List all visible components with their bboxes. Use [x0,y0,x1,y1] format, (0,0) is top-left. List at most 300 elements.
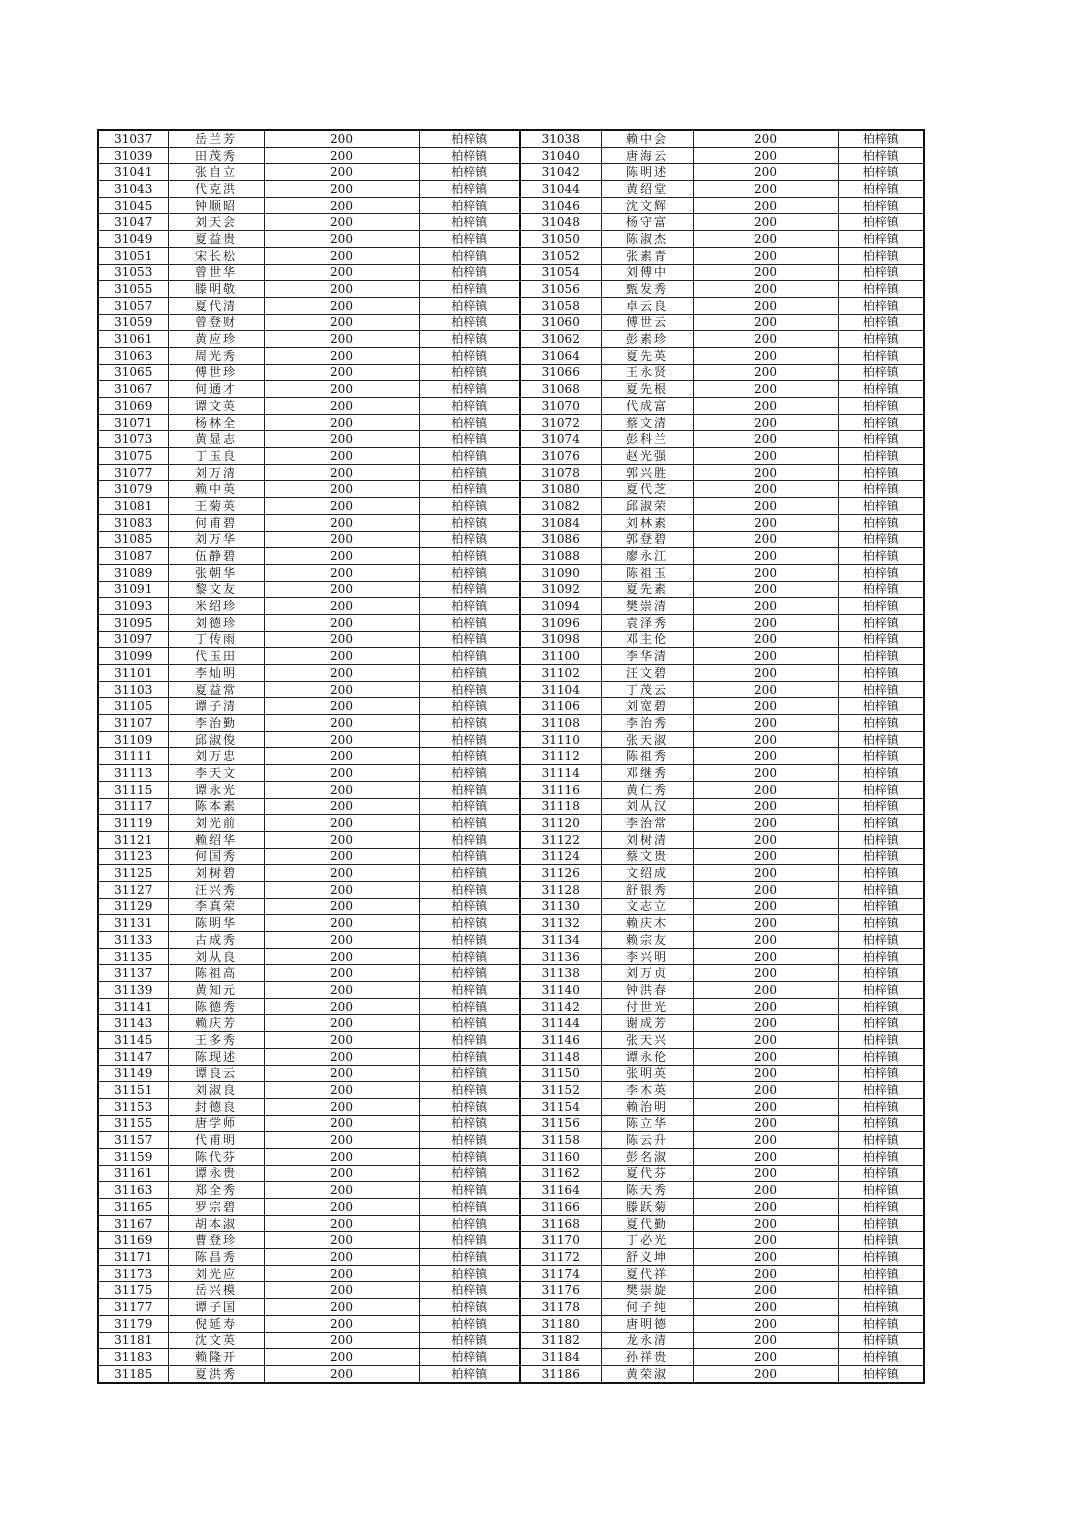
amount-cell: 200 [693,481,838,498]
amount-cell: 200 [264,1032,419,1049]
name-cell: 刘德珍 [168,614,264,631]
town-cell: 柏梓镇 [838,932,924,949]
town-cell: 柏梓镇 [838,1015,924,1032]
table-row [98,448,924,465]
record-id-cell: 31128 [520,881,601,898]
town-cell: 柏梓镇 [419,347,520,364]
record-id-cell: 31072 [520,414,601,431]
town-cell: 柏梓镇 [419,231,520,248]
name-cell: 滕跃菊 [601,1199,693,1216]
record-id-cell: 31116 [520,781,601,798]
record-id-cell: 31154 [520,1098,601,1115]
record-id-cell: 31127 [98,881,168,898]
name-cell: 李治秀 [601,715,693,732]
name-cell: 赖庆木 [601,915,693,932]
name-cell: 王多秀 [168,1032,264,1049]
name-cell: 黄显志 [168,431,264,448]
town-cell: 柏梓镇 [419,681,520,698]
town-cell: 柏梓镇 [419,498,520,515]
town-cell: 柏梓镇 [419,715,520,732]
record-id-cell: 31172 [520,1249,601,1266]
table-row [98,748,924,765]
town-cell: 柏梓镇 [419,1015,520,1032]
town-cell: 柏梓镇 [838,1282,924,1299]
amount-cell: 200 [264,1182,419,1199]
record-id-cell: 31110 [520,731,601,748]
table-row [98,1115,924,1132]
town-cell: 柏梓镇 [838,481,924,498]
amount-cell: 200 [693,781,838,798]
table-row [98,1132,924,1149]
amount-cell: 200 [693,1232,838,1249]
town-cell: 柏梓镇 [419,665,520,682]
name-cell: 夏代祥 [601,1265,693,1282]
amount-cell: 200 [264,197,419,214]
record-id-cell: 31182 [520,1332,601,1349]
amount-cell: 200 [693,665,838,682]
amount-cell: 200 [264,731,419,748]
amount-cell: 200 [693,1048,838,1065]
amount-cell: 200 [693,130,838,147]
name-cell: 李治常 [601,815,693,832]
record-id-cell: 31144 [520,1015,601,1032]
amount-cell: 200 [264,1048,419,1065]
record-id-cell: 31046 [520,197,601,214]
record-id-cell: 31037 [98,130,168,147]
amount-cell: 200 [693,1265,838,1282]
amount-cell: 200 [693,448,838,465]
name-cell: 陈昌秀 [168,1249,264,1266]
town-cell: 柏梓镇 [838,698,924,715]
name-cell: 谭良云 [168,1065,264,1082]
amount-cell: 200 [693,564,838,581]
town-cell: 柏梓镇 [838,531,924,548]
amount-cell: 200 [264,247,419,264]
town-cell: 柏梓镇 [838,431,924,448]
record-id-cell: 31078 [520,464,601,481]
amount-cell: 200 [693,865,838,882]
amount-cell: 200 [264,531,419,548]
name-cell: 张天淑 [601,731,693,748]
record-id-cell: 31117 [98,798,168,815]
table-row [98,1365,924,1382]
amount-cell: 200 [693,965,838,982]
table-row [98,1232,924,1249]
record-id-cell: 31090 [520,564,601,581]
town-cell: 柏梓镇 [838,1215,924,1232]
record-id-cell: 31040 [520,147,601,164]
record-id-cell: 31169 [98,1232,168,1249]
record-id-cell: 31053 [98,264,168,281]
name-cell: 陈祖秀 [601,748,693,765]
record-id-cell: 31115 [98,781,168,798]
record-id-cell: 31092 [520,581,601,598]
name-cell: 岳兴模 [168,1282,264,1299]
record-id-cell: 31139 [98,982,168,999]
table-row [98,1332,924,1349]
record-id-cell: 31067 [98,381,168,398]
name-cell: 夏代清 [168,297,264,314]
name-cell: 伍静碧 [168,548,264,565]
amount-cell: 200 [264,915,419,932]
town-cell: 柏梓镇 [419,214,520,231]
table-row [98,614,924,631]
town-cell: 柏梓镇 [419,548,520,565]
record-id-cell: 31079 [98,481,168,498]
amount-cell: 200 [693,498,838,515]
record-id-cell: 31088 [520,548,601,565]
record-id-cell: 31048 [520,214,601,231]
record-id-cell: 31142 [520,998,601,1015]
amount-cell: 200 [264,1282,419,1299]
name-cell: 李天文 [168,765,264,782]
name-cell: 舒义坤 [601,1249,693,1266]
record-id-cell: 31114 [520,765,601,782]
name-cell: 陈云升 [601,1132,693,1149]
record-id-cell: 31087 [98,548,168,565]
record-id-cell: 31167 [98,1215,168,1232]
record-id-cell: 31080 [520,481,601,498]
record-id-cell: 31084 [520,514,601,531]
amount-cell: 200 [264,364,419,381]
record-id-cell: 31058 [520,297,601,314]
town-cell: 柏梓镇 [419,464,520,481]
town-cell: 柏梓镇 [838,798,924,815]
table-row [98,197,924,214]
name-cell: 刘光应 [168,1265,264,1282]
record-id-cell: 31153 [98,1098,168,1115]
record-id-cell: 31156 [520,1115,601,1132]
amount-cell: 200 [693,798,838,815]
town-cell: 柏梓镇 [838,598,924,615]
table-row [98,932,924,949]
record-id-cell: 31057 [98,297,168,314]
town-cell: 柏梓镇 [419,1182,520,1199]
record-id-cell: 31138 [520,965,601,982]
amount-cell: 200 [264,1132,419,1149]
amount-cell: 200 [264,631,419,648]
town-cell: 柏梓镇 [838,297,924,314]
record-id-cell: 31120 [520,815,601,832]
town-cell: 柏梓镇 [419,998,520,1015]
table-row [98,798,924,815]
amount-cell: 200 [693,932,838,949]
amount-cell: 200 [693,331,838,348]
name-cell: 陈天秀 [601,1182,693,1199]
amount-cell: 200 [693,1315,838,1332]
amount-cell: 200 [693,715,838,732]
town-cell: 柏梓镇 [838,564,924,581]
town-cell: 柏梓镇 [838,1332,924,1349]
amount-cell: 200 [264,1199,419,1216]
record-id-cell: 31049 [98,231,168,248]
town-cell: 柏梓镇 [419,1315,520,1332]
name-cell: 岳兰芳 [168,130,264,147]
name-cell: 张素青 [601,247,693,264]
amount-cell: 200 [693,231,838,248]
amount-cell: 200 [693,998,838,1015]
name-cell: 丁必光 [601,1232,693,1249]
record-id-cell: 31059 [98,314,168,331]
name-cell: 舒银秀 [601,881,693,898]
town-cell: 柏梓镇 [419,614,520,631]
town-cell: 柏梓镇 [419,164,520,181]
town-cell: 柏梓镇 [838,281,924,298]
town-cell: 柏梓镇 [419,815,520,832]
record-id-cell: 31134 [520,932,601,949]
name-cell: 陈本素 [168,798,264,815]
record-id-cell: 31047 [98,214,168,231]
name-cell: 付世光 [601,998,693,1015]
record-id-cell: 31152 [520,1082,601,1099]
town-cell: 柏梓镇 [419,1082,520,1099]
town-cell: 柏梓镇 [838,948,924,965]
town-cell: 柏梓镇 [838,448,924,465]
record-id-cell: 31140 [520,982,601,999]
amount-cell: 200 [693,915,838,932]
record-id-cell: 31109 [98,731,168,748]
amount-cell: 200 [693,381,838,398]
name-cell: 古成秀 [168,932,264,949]
town-cell: 柏梓镇 [419,448,520,465]
table-row [98,698,924,715]
name-cell: 郭兴胜 [601,464,693,481]
name-cell: 邱淑俊 [168,731,264,748]
record-id-cell: 31045 [98,197,168,214]
town-cell: 柏梓镇 [838,731,924,748]
town-cell: 柏梓镇 [419,831,520,848]
amount-cell: 200 [693,982,838,999]
table-row [98,431,924,448]
record-id-cell: 31038 [520,130,601,147]
amount-cell: 200 [264,464,419,481]
table-row [98,982,924,999]
amount-cell: 200 [693,848,838,865]
record-id-cell: 31105 [98,698,168,715]
table-row [98,181,924,198]
name-cell: 郭登碧 [601,531,693,548]
record-id-cell: 31173 [98,1265,168,1282]
town-cell: 柏梓镇 [838,464,924,481]
name-cell: 袁泽秀 [601,614,693,631]
table-row [98,281,924,298]
town-cell: 柏梓镇 [419,264,520,281]
record-id-cell: 31111 [98,748,168,765]
name-cell: 李木英 [601,1082,693,1099]
town-cell: 柏梓镇 [419,631,520,648]
table-row [98,214,924,231]
amount-cell: 200 [693,1365,838,1382]
name-cell: 代克洪 [168,181,264,198]
name-cell: 龙永清 [601,1332,693,1349]
table-row [98,1165,924,1182]
record-id-cell: 31091 [98,581,168,598]
amount-cell: 200 [693,1065,838,1082]
table-row [98,514,924,531]
amount-cell: 200 [264,1332,419,1349]
table-row [98,781,924,798]
table-row [98,1315,924,1332]
amount-cell: 200 [693,881,838,898]
amount-cell: 200 [264,214,419,231]
amount-cell: 200 [693,1032,838,1049]
amount-cell: 200 [264,1148,419,1165]
record-id-cell: 31158 [520,1132,601,1149]
amount-cell: 200 [693,698,838,715]
amount-cell: 200 [693,431,838,448]
name-cell: 文志立 [601,898,693,915]
name-cell: 夏代芝 [601,481,693,498]
table-row [98,1199,924,1216]
amount-cell: 200 [264,414,419,431]
town-cell: 柏梓镇 [419,181,520,198]
record-id-cell: 31081 [98,498,168,515]
name-cell: 杨守富 [601,214,693,231]
name-cell: 张自立 [168,164,264,181]
amount-cell: 200 [264,798,419,815]
amount-cell: 200 [693,581,838,598]
name-cell: 刘从良 [168,948,264,965]
table-row [98,164,924,181]
record-id-cell: 31179 [98,1315,168,1332]
record-id-cell: 31125 [98,865,168,882]
town-cell: 柏梓镇 [419,1232,520,1249]
town-cell: 柏梓镇 [838,631,924,648]
table-row [98,1265,924,1282]
name-cell: 李华清 [601,648,693,665]
amount-cell: 200 [693,1299,838,1316]
amount-cell: 200 [264,1315,419,1332]
amount-cell: 200 [693,514,838,531]
amount-cell: 200 [264,1015,419,1032]
amount-cell: 200 [693,815,838,832]
name-cell: 卓云良 [601,297,693,314]
record-id-cell: 31075 [98,448,168,465]
amount-cell: 200 [264,581,419,598]
amount-cell: 200 [693,765,838,782]
town-cell: 柏梓镇 [838,848,924,865]
name-cell: 刘从汉 [601,798,693,815]
amount-cell: 200 [693,164,838,181]
record-id-cell: 31183 [98,1349,168,1366]
amount-cell: 200 [264,1215,419,1232]
name-cell: 钟洪春 [601,982,693,999]
amount-cell: 200 [693,614,838,631]
amount-cell: 200 [693,314,838,331]
town-cell: 柏梓镇 [838,548,924,565]
name-cell: 谭子清 [168,698,264,715]
amount-cell: 200 [264,831,419,848]
name-cell: 谭永光 [168,781,264,798]
town-cell: 柏梓镇 [838,1065,924,1082]
table-row [98,1032,924,1049]
record-id-cell: 31168 [520,1215,601,1232]
town-cell: 柏梓镇 [838,915,924,932]
name-cell: 封德良 [168,1098,264,1115]
name-cell: 田茂秀 [168,147,264,164]
record-id-cell: 31062 [520,331,601,348]
town-cell: 柏梓镇 [838,364,924,381]
record-id-cell: 31069 [98,398,168,415]
record-id-cell: 31060 [520,314,601,331]
town-cell: 柏梓镇 [838,831,924,848]
name-cell: 樊崇清 [601,598,693,615]
record-id-cell: 31103 [98,681,168,698]
name-cell: 夏益贵 [168,231,264,248]
table-row [98,898,924,915]
record-id-cell: 31051 [98,247,168,264]
table-row [98,297,924,314]
amount-cell: 200 [264,648,419,665]
town-cell: 柏梓镇 [838,1048,924,1065]
record-id-cell: 31151 [98,1082,168,1099]
record-id-cell: 31157 [98,1132,168,1149]
amount-cell: 200 [264,865,419,882]
amount-cell: 200 [264,681,419,698]
record-id-cell: 31119 [98,815,168,832]
town-cell: 柏梓镇 [419,1148,520,1165]
town-cell: 柏梓镇 [838,1365,924,1382]
record-id-cell: 31113 [98,765,168,782]
amount-cell: 200 [264,130,419,147]
table-row [98,398,924,415]
table-row [98,1015,924,1032]
name-cell: 张明英 [601,1065,693,1082]
amount-cell: 200 [264,898,419,915]
name-cell: 刘傅中 [601,264,693,281]
name-cell: 何甫碧 [168,514,264,531]
town-cell: 柏梓镇 [838,765,924,782]
table-row [98,231,924,248]
amount-cell: 200 [264,297,419,314]
town-cell: 柏梓镇 [419,381,520,398]
town-cell: 柏梓镇 [419,414,520,431]
town-cell: 柏梓镇 [838,581,924,598]
town-cell: 柏梓镇 [419,531,520,548]
amount-cell: 200 [264,347,419,364]
amount-cell: 200 [264,982,419,999]
record-id-cell: 31123 [98,848,168,865]
record-id-cell: 31149 [98,1065,168,1082]
record-id-cell: 31133 [98,932,168,949]
amount-cell: 200 [693,464,838,481]
town-cell: 柏梓镇 [419,948,520,965]
town-cell: 柏梓镇 [838,665,924,682]
town-cell: 柏梓镇 [419,1115,520,1132]
table-row [98,881,924,898]
name-cell: 蔡文贵 [601,848,693,865]
town-cell: 柏梓镇 [419,765,520,782]
name-cell: 沈文辉 [601,197,693,214]
name-cell: 廖永江 [601,548,693,565]
town-cell: 柏梓镇 [419,1249,520,1266]
town-cell: 柏梓镇 [838,164,924,181]
amount-cell: 200 [264,1299,419,1316]
record-id-cell: 31089 [98,564,168,581]
name-cell: 黄荣淑 [601,1365,693,1382]
name-cell: 夏代勤 [601,1215,693,1232]
town-cell: 柏梓镇 [838,1315,924,1332]
name-cell: 赖宗友 [601,932,693,949]
town-cell: 柏梓镇 [838,347,924,364]
table-row [98,581,924,598]
record-id-cell: 31181 [98,1332,168,1349]
name-cell: 李灿明 [168,665,264,682]
name-cell: 黎文友 [168,581,264,598]
town-cell: 柏梓镇 [838,965,924,982]
town-cell: 柏梓镇 [419,1032,520,1049]
record-id-cell: 31135 [98,948,168,965]
